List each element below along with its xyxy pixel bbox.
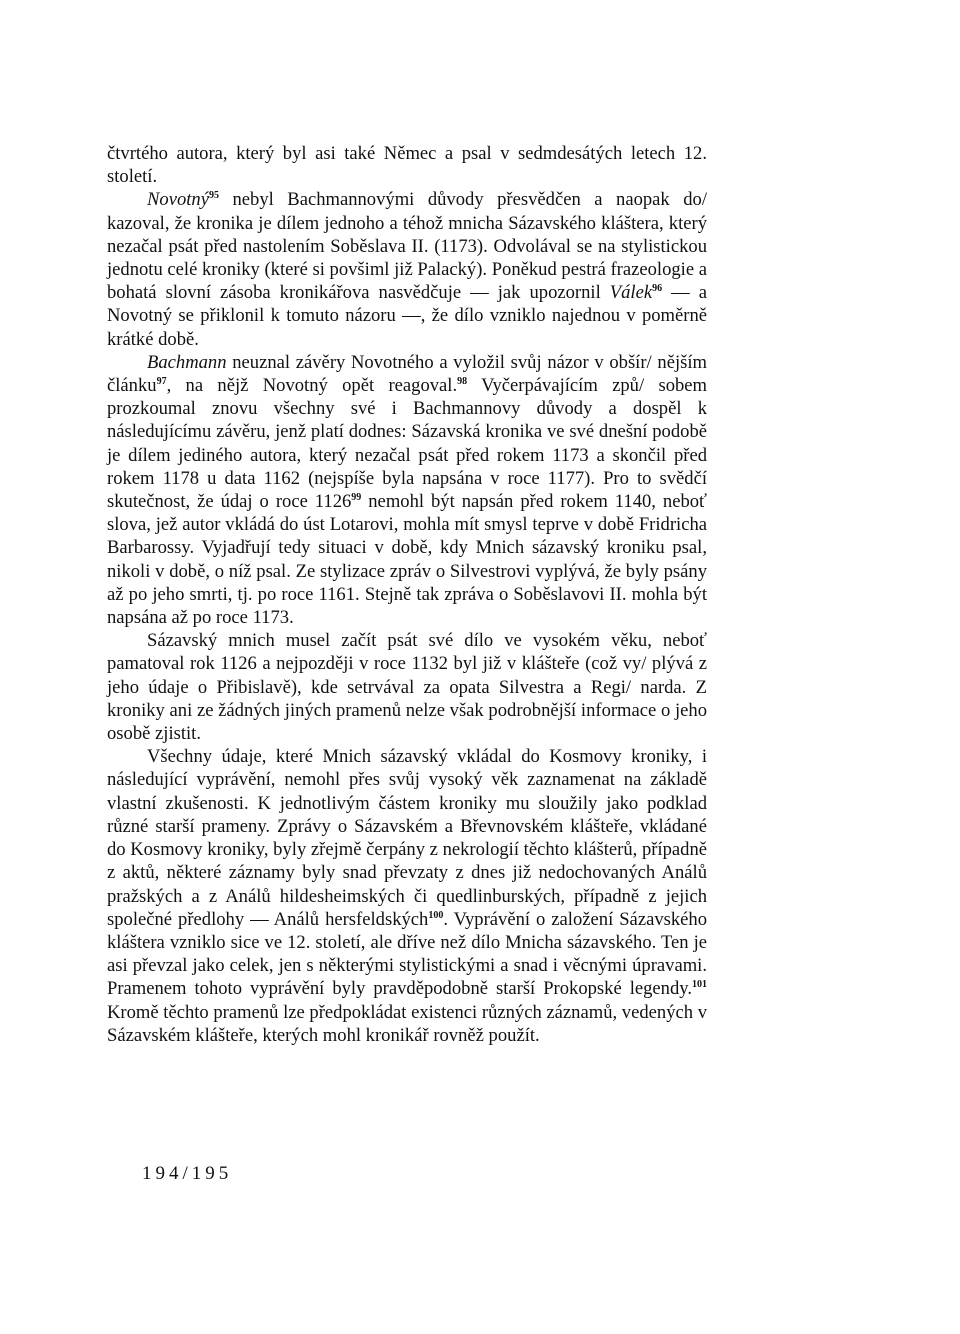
text-run: nebyl Bachmannovými důvody přesvědčen a naopak do/ kazoval, že kronika je dílem jednoho a téhož mnicha Sázavského kláštera, který nezačal psát před nastolením Soběslava II. (1173). Odvolával se na stylistickou jednotu celé kroniky (které si povšiml již Palacký). Poněkud pestrá frazeologie a bohatá slovní zásoba kronikářova nasvědčuje — jak upozornil bbox=[107, 189, 707, 304]
text-run: Sázavský mnich musel začít psát své dílo ve vysokém věku, neboť pamatoval rok 1126 a nejpozději v roce 1132 byl již v klášteře (což vy/ plývá z jeho údaje o Přibislavě), kde setrvával za opata Silvestra a Regi/ narda. Z kroniky ani ze žádných jiných pramenů nelze však podrobnější informace o jeho osobě zjistit. bbox=[107, 630, 707, 745]
footnote-ref: 98 bbox=[457, 375, 468, 387]
paragraph bbox=[107, 351, 707, 629]
footnote-ref: 99 bbox=[351, 491, 362, 503]
page-number: 194/195 bbox=[142, 1163, 233, 1184]
text-run: Všechny údaje, které Mnich sázavský vkládal do Kosmovy kroniky, i následující vyprávění, nemohl přes svůj vysoký věk zaznamenat na základě vlastní zkušenosti. K jednotlivým částem kroniky mu sloužily jako podklad různé starší prameny. Zprávy o Sázavském a Břevnovském klášteře, vkládané do Kosmovy kroniky, byly zřejmě čerpány z nekrologií těchto klášterů, případně z aktů, některé záznamy byly snad převzaty z dnes již nedochovaných Análů pražských a z Análů hildesheimských či quedlinburských, případně z jejich společné předlohy — Análů hersfeldských bbox=[107, 746, 707, 930]
author-name: Bachmann bbox=[147, 351, 227, 373]
author-name: Novotný bbox=[147, 189, 209, 211]
paragraph bbox=[107, 188, 707, 350]
body-text bbox=[107, 142, 707, 1047]
text-run: — a Novotný se přiklonil k tomuto názoru —, že dílo vzniklo najednou v poměrně krátké době. bbox=[107, 282, 707, 350]
text-run: čtvrtého autora, který byl asi také Němec a psal v sedmdesátých letech 12. století. bbox=[107, 143, 707, 188]
footnote-ref: 96 bbox=[652, 283, 663, 295]
paragraph bbox=[107, 629, 707, 745]
text-run: neuznal závěry Novotného a vyložil svůj názor v obšír/ nějším článku bbox=[107, 351, 707, 397]
text-run: Kromě těchto pramenů lze předpokládat existenci různých záznamů, vedených v Sázavském klášteře, kterých mohl kronikář rovněž použít. bbox=[107, 1001, 707, 1046]
footnote-ref: 95 bbox=[208, 190, 219, 202]
text-run: Vyčerpávajícím způ/ sobem prozkoumal znovu všechny své i Bachmannovy důvody a dospěl k následujícímu závěru, jenž platí dodnes: Sázavská kronika ve své dnešní podobě je dílem jediného autora, který nezačal psát před rokem 1173 a skončil před rokem 1178 u data 1162 (nejspíše byla napsána v roce 1177). Pro to svědčí skutečnost, že údaj o roce 1126 bbox=[107, 375, 708, 513]
paragraph bbox=[107, 745, 707, 1047]
text-run: , na nějž Novotný opět reagoval. bbox=[166, 375, 458, 397]
text-run: nemohl být napsán před rokem 1140, neboť slova, jež autor vkládá do úst Lotarovi, mohla mít smysl teprve v době Fridricha Barbarossy. Vyjadřují tedy situaci v době, kdy Mnich sázavský kroniku psal, nikoli v době, o níž psal. Ze stylizace zpráv o Silvestrovi vyplývá, že byly psány až po jeho smrti, tj. po roce 1161. Stejně tak zpráva o Soběslavovi II. mohla být napsána až po roce 1173. bbox=[107, 491, 707, 629]
author-name: Válek bbox=[609, 282, 653, 304]
paragraph bbox=[107, 142, 707, 188]
footnote-ref: 100 bbox=[428, 909, 444, 921]
footnote-ref: 97 bbox=[156, 375, 167, 387]
footnote-ref: 101 bbox=[692, 979, 707, 991]
text-run: . Vyprávění o založení Sázavského kláštera vzniklo sice ve 12. století, ale dříve než dílo Mnicha sázavského. Ten je asi převzal jako celek, jen s některými stylistickými a snad i věcnými úpravami. Pramenem tohoto vyprávění byly pravděpodobně starší Prokopské legendy. bbox=[107, 908, 707, 1000]
